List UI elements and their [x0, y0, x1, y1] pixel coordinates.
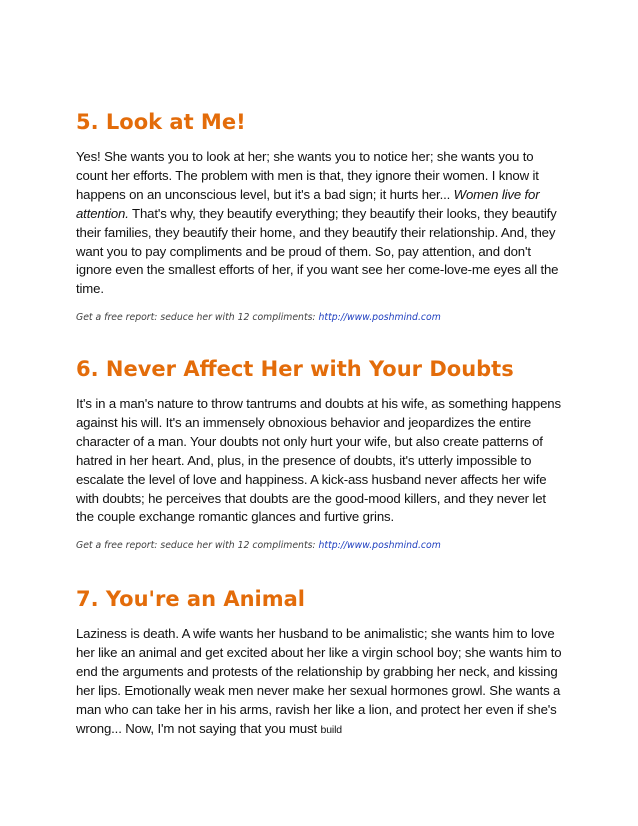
- report-text: Get a free report: seduce her with 12 compliments:: [76, 540, 319, 552]
- report-line: [76, 540, 566, 551]
- section-heading: 5. Look at Me!: [76, 110, 246, 134]
- report-link[interactable]: http://www.poshmind.com: [318, 312, 441, 324]
- body-text-part: That's why, they beautify everything; they beautify their looks, they beautify their families, they beautify their home, and they beautify their relationship. And, they want you to pay compliments and be proud of them. So, pay attention, and don't ignore even the smallest efforts of her, if you want see her come-love-me eyes all the time.: [76, 205, 559, 297]
- report-line: [76, 312, 566, 323]
- report-link[interactable]: http://www.poshmind.com: [318, 540, 441, 552]
- report-text: Get a free report: seduce her with 12 compliments:: [76, 312, 319, 324]
- body-text-part: Yes! She wants you to look at her; she wants you to notice her; she wants you to count her efforts. The problem with men is that, they ignore their women. I know it happens on an unconscious level, but it's a bad sign; it hurts her...: [76, 149, 539, 202]
- body-text-emphasis: Women live for attention.: [76, 186, 540, 221]
- section-heading: 6. Never Affect Her with Your Doubts: [76, 357, 514, 381]
- section-heading: 7. You're an Animal: [76, 587, 305, 611]
- section-look-at-me: [76, 108, 566, 323]
- body-text-tail: build: [320, 723, 342, 736]
- section-body: It's in a man's nature to throw tantrums and doubts at his wife, as something happens against his will. It's an immensely obnoxious behavior and jeopardizes the entire character of a man. Your doubts not only hurt your wife, but also create patterns of hatred in her heart. And, plus, in the presence of doubts, it's utterly impossible to escalate the level of love and happiness. A kick-ass husband never affects her wife with doubts; he perceives that doubts are the good-mood killers, and they never let the couple exchange romantic glances and furtive grins.: [76, 396, 561, 525]
- section-body: [76, 625, 566, 739]
- section-body: [76, 148, 566, 299]
- body-text-part: Laziness is death. A wife wants her husband to be animalistic; she wants him to love her like an animal and get excited about her like a virgin school boy; she wants him to end the arguments and protests of the relationship by grabbing her neck, and kissing her lips. Emotionally weak men never make her sexual hormones growl. She wants a man who can take her in his arms, ravish her like a lion, and protect her even if she's wrong... Now, I'm not saying that you must: [76, 626, 562, 736]
- section-youre-an-animal: [76, 585, 566, 739]
- section-never-affect-her: [76, 355, 566, 551]
